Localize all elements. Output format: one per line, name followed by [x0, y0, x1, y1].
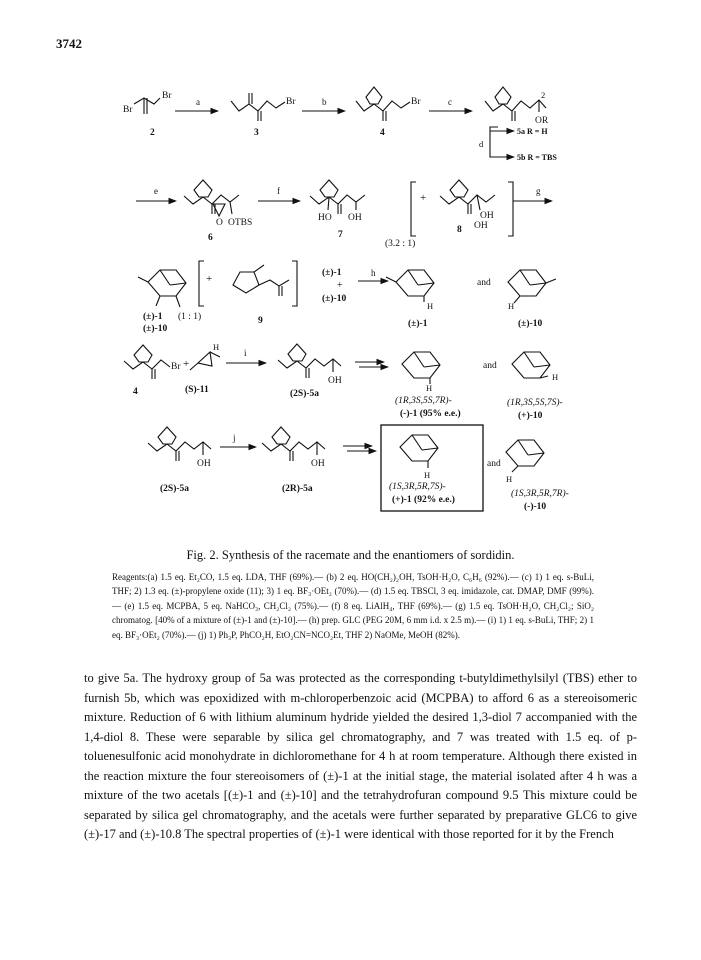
oh-label: OH [197, 459, 211, 469]
bracket-8-right [508, 182, 513, 236]
compound-2s-5a-structure [278, 344, 341, 378]
arrow-h-label: h [371, 268, 376, 278]
br-label: Br [123, 105, 133, 115]
and-label: and [477, 278, 491, 288]
product-1-plus-name: (+)-1 (92% e.e.) [392, 495, 455, 505]
arrow-g-label: g [536, 186, 541, 196]
h-label: H [506, 474, 513, 484]
product-1-racemic-label: (±)-1 [408, 319, 428, 329]
arrow-b-label: b [322, 97, 327, 107]
ratio-1-10: (1 : 1) [178, 312, 202, 322]
compound-7-structure [310, 180, 365, 214]
reagents-footnote: Reagents:(a) 1.5 eq. Et₂CO, 1.5 eq. LDA, THF (69%).— (b) 2 eq. HO(CH₂)₂OH, TsOH·H₂O, C₆H₆ (92%).— (c) 1) 1 eq. s-BuLi, THF; 2) 1.3 eq. (±)-propylene oxide (11); 3) 1 eq. BF₃·OEt₂ (70%).— (d) 1.5 eq. TBSCl, 3 eq. imidazole, cat. DMAP, DMF (99%).— (e) 1.5 eq. MCPBA, 5 eq. NaHCO₃, CH₂Cl₂ (75%).— (f) 8 eq. LiAlH₄, THF (69%).— (g) 1.5 eq. TsOH·H₂O, CH₂Cl₂; SiO₂ chromatog. [40% of a mixture of (±)-1 and (±)-10].— (h) prep. GLC (PEG 20M, 6 mm i.d. x 2.5 m).— (i) 1) 1 eq. s-BuLi, THF; 2) 1 eq. BF₃·OEt₂ (70%).— (j) 1) Ph₃P, PhCO₂H, EtO₂CN=NCO₂Et, THF 2) NaOMe, MeOH (82%). [112, 572, 594, 640]
compound-2s-5a-structure-b [148, 427, 211, 461]
product-10-minus-name: (-)-10 [524, 502, 547, 512]
product-10-name: (+)-10 [518, 411, 543, 421]
compound-9-label: 9 [258, 316, 263, 326]
compound-9-structure [233, 265, 289, 296]
br-label: Br [411, 97, 421, 107]
otbs-label: OTBS [228, 218, 253, 228]
and-label: and [483, 361, 497, 371]
compound-8-structure [440, 180, 495, 214]
br-label: Br [162, 91, 172, 101]
product-1-racemic-structure [386, 270, 434, 302]
epoxide-11-structure [190, 352, 220, 370]
compound-8-label: 8 [457, 225, 462, 235]
product-10-plus-structure [512, 352, 550, 378]
compound-3-structure [231, 93, 285, 121]
position-2-label: 2 [541, 90, 546, 100]
bracket-8-left [411, 182, 416, 236]
ratio-7-8: (3.2 : 1) [385, 239, 416, 249]
or-label: OR [535, 116, 549, 126]
product-10-racemic-label: (±)-10 [518, 319, 543, 329]
product-10-config: (1R,3S,5S,7S)- [507, 398, 563, 408]
compound-7-label: 7 [338, 230, 343, 240]
br-label: Br [171, 362, 181, 372]
mix-1-label: (±)-1 [322, 268, 342, 278]
page-number: 3742 [56, 36, 82, 51]
epoxide-11-label: (S)-11 [185, 385, 209, 395]
compound-4-label: 4 [380, 128, 385, 138]
compound-4-structure-b [124, 345, 170, 379]
compound-2-label: 2 [150, 128, 155, 138]
ho-label: HO [318, 213, 332, 223]
br-label: Br [286, 97, 296, 107]
compound-2-structure [134, 98, 160, 114]
acetal-1-10-structure [138, 270, 186, 307]
product-1-plus-structure [400, 435, 438, 468]
product-1-name: (-)-1 (95% e.e.) [400, 409, 461, 419]
plus-sign: + [420, 192, 427, 204]
compound-3-label: 3 [254, 128, 259, 138]
epoxide-o-label: O [216, 218, 223, 228]
racemate-10-label: (±)-10 [143, 324, 168, 334]
arrow-f-label: f [277, 186, 280, 196]
compound-6-structure [184, 180, 239, 216]
h-label: H [424, 470, 431, 480]
h-label: H [552, 372, 559, 382]
mix-10-label: (±)-10 [322, 294, 347, 304]
oh-label: OH [474, 221, 488, 231]
compound-2r-5a-label: (2R)-5a [282, 484, 313, 494]
compound-6-label: 6 [208, 233, 213, 243]
racemate-1-label: (±)-1 [143, 312, 163, 322]
compound-2r-5a-structure [262, 427, 325, 461]
product-10-minus-structure [506, 440, 544, 472]
oh-label: OH [311, 459, 325, 469]
compound-4-structure [356, 87, 410, 121]
arrow-i-label: i [244, 348, 247, 358]
bracket-9-left [199, 261, 204, 306]
oh-label: OH [348, 213, 362, 223]
product-1-minus-structure [402, 352, 440, 384]
plus-sign: + [206, 273, 213, 285]
compound-4-label-b: 4 [133, 387, 138, 397]
h-label: H [427, 301, 434, 311]
compound-5b-label: 5b R = TBS [517, 153, 557, 162]
arrow-c-label: c [448, 97, 452, 107]
compound-5a-label: 5a R = H [517, 127, 548, 136]
mix-plus: + [337, 280, 343, 291]
product-1-config: (1R,3S,5S,7R)- [395, 396, 452, 406]
plus-sign: + [183, 358, 190, 370]
arrow-a-label: a [196, 97, 200, 107]
arrow-d-label: d [479, 139, 484, 149]
oh-label: OH [480, 211, 494, 221]
arrow-e-label: e [154, 186, 158, 196]
compound-2s-5a-label-b: (2S)-5a [160, 484, 190, 494]
product-10-racemic-structure [508, 270, 556, 303]
compound-2s-5a-label: (2S)-5a [290, 389, 320, 399]
and-label: and [487, 459, 501, 469]
h-label: H [426, 383, 433, 393]
body-paragraph: to give 5a. The hydroxy group of 5a was protected as the corresponding t-butyldimethylsilyl (TBS) ether to furnish 5b, which was epoxidized with m-chloroperbenzoic acid (MCPBA) to afford 6 as a stereoisomeric mixture. Reduction of 6 with lithium aluminum hydride yielded the desired 1,3-diol 7 accompanied with the 1,4-diol 8. These were separable by silica gel chromatography, and 7 was treated with 1.5 eq. of p-toluenesulfonic acid monohydrate in dichloromethane for 4 h at room temperature. Although there existed in the reaction mixture the four stereoisomers of (±)-1 at the initial stage, the material isolated after 4 h was a mixture of the two acetals [(±)-1 and (±)-10] and the tetrahydrofuran compound 9.5 This mixture could be separated by silica gel chromatography, and the acetals were further separated by preparative GLC6 to give (±)-17 and (±)-10.8 The spectral properties of (±)-1 were identical with those reported for it by the French [84, 671, 637, 841]
figure-caption: Fig. 2. Synthesis of the racemate and the enantiomers of sordidin. [186, 548, 515, 562]
h-label: H [213, 342, 220, 352]
h-label: H [508, 301, 515, 311]
arrow-j-label: j [233, 433, 236, 443]
product-10-minus-config: (1S,3R,5R,7R)- [511, 489, 569, 499]
bracket-9-right [292, 261, 297, 306]
product-1-plus-config: (1S,3R,5R,7S)- [389, 482, 446, 492]
oh-label: OH [328, 376, 342, 386]
